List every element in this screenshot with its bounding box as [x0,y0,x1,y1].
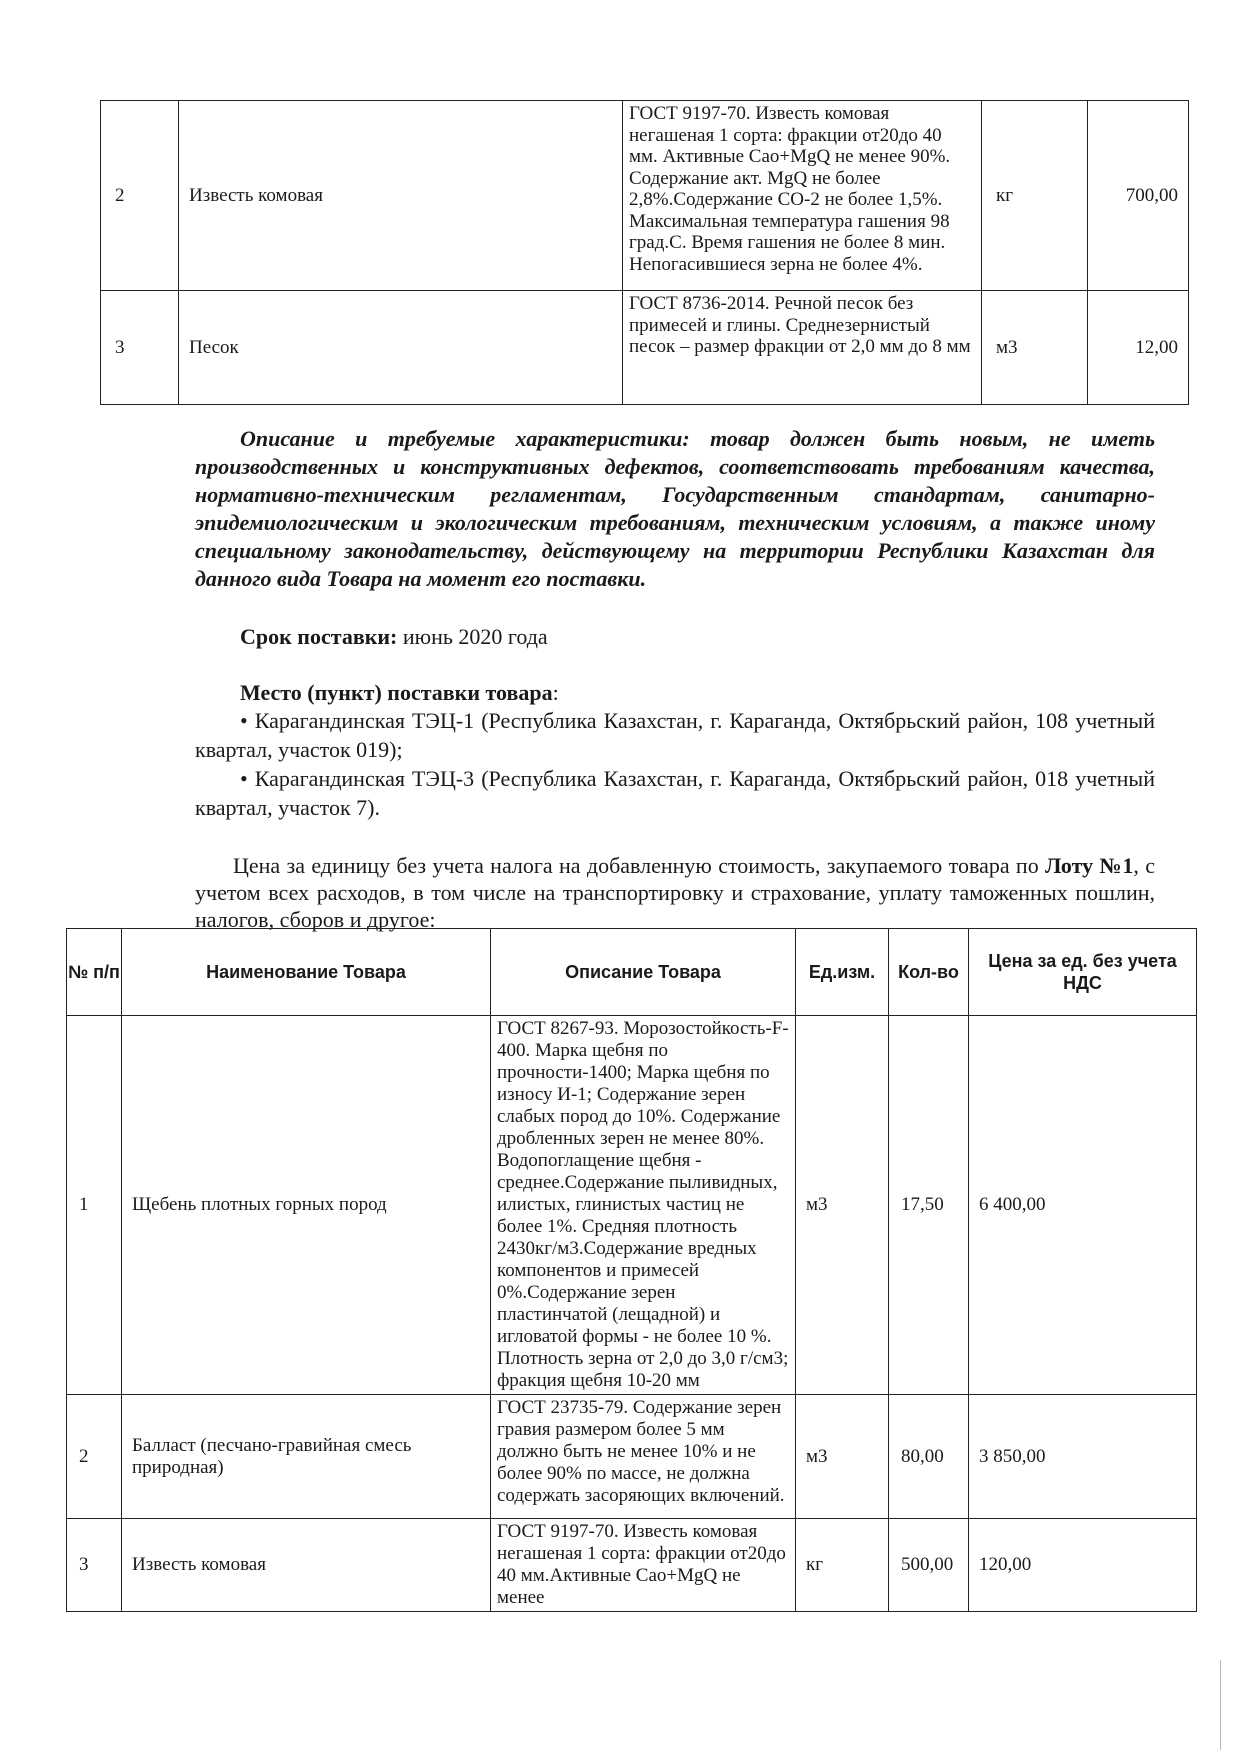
price-paragraph [195,852,1155,933]
price-text-before: Цена за единицу без учета налога на добавленную стоимость, закупаемого товара по [233,853,1046,878]
item-price: 3 850,00 [969,1395,1197,1519]
item-description: ГОСТ 23735-79. Содержание зерен гравия размером более 5 мм должно быть не менее 10% и не более 90% по массе, не должна содержать засоряющих включений. [491,1395,796,1519]
item-quantity: 80,00 [889,1395,969,1519]
requirements-description: Описание и требуемые характеристики: товар должен быть новым, не иметь производственных и конструктивных дефектов, соответствовать требованиям качества, нормативно-техническим регламентам, Государственным стандартам, санитарно-эпидемиологическим и экологическим требованиям, техническим условиям, а также иному специальному законодательству, действующему на территории Республики Казахстан для данного вида Товара на момент его поставки. [195,426,1155,591]
item-description: ГОСТ 8736-2014. Речной песок без примесей и глины. Среднезернистый песок – размер фракции от 2,0 мм до 8 мм [623,291,982,405]
items-table-continued [100,100,1189,405]
row-number: 2 [67,1395,122,1519]
column-header-quantity: Кол-во [889,929,969,1016]
item-name: Песок [179,291,623,405]
item-name: Известь комовая [122,1519,491,1612]
item-name: Балласт (песчано-гравийная смесь природная) [122,1395,491,1519]
table-row [101,101,1189,291]
column-header-unit: Ед.изм. [796,929,889,1016]
table-row [67,1519,1197,1612]
row-number: 3 [67,1519,122,1612]
price-table [66,928,1197,1612]
column-header-price: Цена за ед. без учета НДС [969,929,1197,1016]
item-unit: м3 [982,291,1088,405]
list-item: • Карагандинская ТЭЦ-1 (Республика Казахстан, г. Караганда, Октябрьский район, 108 учетный квартал, участок 019); [195,708,1155,762]
item-quantity: 12,00 [1088,291,1189,405]
item-unit: кг [982,101,1088,291]
item-quantity: 700,00 [1088,101,1189,291]
lot-number: Лоту №1 [1045,853,1134,878]
item-description: ГОСТ 8267-93. Морозостойкость-F-400. Марка щебня по прочности-1400; Марка щебня по износу И-1; Содержание зерен слабых пород до 10%. Содержание дробленных зерен не менее 80%. Водопоглащение щебня - среднее.Содержание пыливидных, илистых, глинистых частиц не более 1%. Средняя плотность 2430кг/м3.Содержание вредных компонентов и примесей 0%.Содержание зерен пластинчатой (лещадной) и игловатой формы - не более 10 %. Плотность зерна от 2,0 до 3,0 г/см3; фракция щебня 10-20 мм [491,1016,796,1395]
item-quantity: 17,50 [889,1016,969,1395]
item-price: 6 400,00 [969,1016,1197,1395]
delivery-term [240,622,1140,651]
row-number: 2 [101,101,179,291]
item-price: 120,00 [969,1519,1197,1612]
item-unit: м3 [796,1016,889,1395]
item-unit: кг [796,1519,889,1612]
delivery-term-value: июнь 2020 года [397,624,548,649]
price-text-after: , с учетом всех расходов, в том числе на транспортировку и страхование, уплату таможенных пошлин, налогов, сборов и другое: [195,853,1156,932]
column-header-num: № п/п [67,929,122,1016]
item-description: ГОСТ 9197-70. Известь комовая негашеная 1 сорта: фракции от20до 40 мм. Активные Сао+MgQ не менее 90%. Содержание акт. MgQ не более 2,8%.Содержание СО-2 не более 1,5%. Максимальная температура гашения 98 град.С. Время гашения не более 8 мин. Непогасившиеся зерна не более 4%. [623,101,982,291]
column-header-name: Наименование Товара [122,929,491,1016]
table-header-row [67,929,1197,1016]
delivery-place-title [240,678,1140,707]
table-row [67,1395,1197,1519]
item-description: ГОСТ 9197-70. Известь комовая негашеная 1 сорта: фракции от20до 40 мм.Активные Сао+MgQ не менее [491,1519,796,1612]
table-row [67,1016,1197,1395]
item-name: Известь комовая [179,101,623,291]
table-row [101,291,1189,405]
row-number: 3 [101,291,179,405]
row-number: 1 [67,1016,122,1395]
list-item: • Карагандинская ТЭЦ-3 (Республика Казахстан, г. Караганда, Октябрьский район, 018 учетный квартал, участок 7). [195,766,1155,820]
delivery-term-label: Срок поставки: [240,624,398,649]
delivery-place-list [195,706,1155,822]
item-unit: м3 [796,1395,889,1519]
column-header-description: Описание Товара [491,929,796,1016]
item-quantity: 500,00 [889,1519,969,1612]
delivery-place-label: Место (пункт) поставки товара [240,680,553,705]
delivery-place-colon: : [552,680,559,705]
scan-edge-mark [1220,1660,1221,1750]
item-name: Щебень плотных горных пород [122,1016,491,1395]
